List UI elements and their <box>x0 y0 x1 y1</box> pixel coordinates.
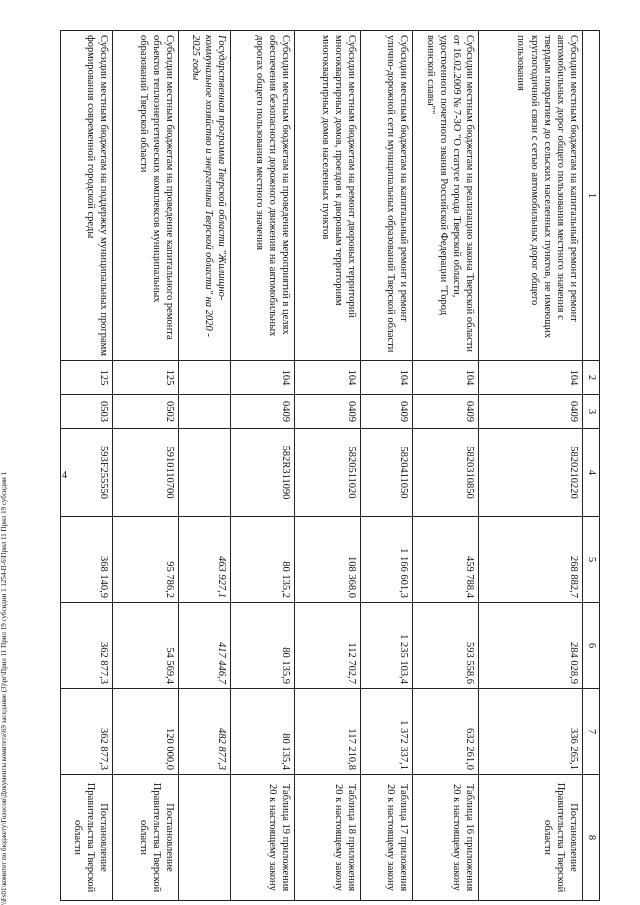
cell-c8: Таблица 17 приложения 20 к настоящему закону <box>361 775 413 901</box>
cell-c8: Таблица 16 приложения 20 к настоящему закону <box>413 775 479 901</box>
header-row <box>583 31 600 901</box>
cell-c2: 125 <box>113 361 179 395</box>
header-cell: 6 <box>583 603 600 689</box>
cell-c6: 1 235 103,4 <box>361 603 413 689</box>
cell-c5: 459 788,4 <box>413 517 479 603</box>
row-name: Субсидии местным бюджетам на реализацию закона Тверской области от 16.02.2009 № 7-ЗО "О статусе города Тверской области, удостоенного почетного звания Российской Федерации "Город воинской славы"" <box>413 31 479 361</box>
cell-c3: 0409 <box>479 395 583 429</box>
cell-c7: 336 265,1 <box>479 689 583 775</box>
cell-c3: 0502 <box>113 395 179 429</box>
cell-c3: 0409 <box>295 395 361 429</box>
table-row <box>113 31 179 901</box>
rotated-table-wrapper <box>60 30 600 900</box>
cell-c2: 104 <box>361 361 413 395</box>
cell-c2: 104 <box>413 361 479 395</box>
cell-c2 <box>179 361 231 395</box>
cell-c8: Постановление Правительства Тверской области <box>479 775 583 901</box>
cell-c3: 0503 <box>61 395 113 429</box>
cell-c6: 417 446,7 <box>179 603 231 689</box>
header-cell: 5 <box>583 517 600 603</box>
cell-c7: 1 372 337,1 <box>361 689 413 775</box>
cell-c6: 362 877,3 <box>61 603 113 689</box>
file-path-footer: \\Fs01\комитет по бюджету\Голосов\Документы комитета\69 заседание (3)\рг\Прил 11 Прил 19 субсидии 1 1254-П-6\Прил 11 Прил 19 субсидии 1 <box>0 472 8 905</box>
row-name: Субсидии местным бюджетам на ремонт дворовых территорий многоквартирных домов, проездов к дворовым территориям многоквартирных домов населенных пунктов <box>295 31 361 361</box>
cell-c7: 117 210,8 <box>295 689 361 775</box>
cell-c7: 362 877,3 <box>61 689 113 775</box>
cell-c5: 95 786,2 <box>113 517 179 603</box>
table-row <box>479 31 583 901</box>
row-name: Субсидии местным бюджетам на поддержку муниципальных программ формирования современной городской среды <box>61 31 113 361</box>
cell-c3 <box>179 395 231 429</box>
cell-c6: 54 569,4 <box>113 603 179 689</box>
cell-c8: Таблица 19 приложения 20 к настоящему закону <box>231 775 295 901</box>
cell-c4: 593F255550 <box>61 429 113 517</box>
header-cell: 3 <box>583 395 600 429</box>
header-cell: 1 <box>583 31 600 361</box>
table-row <box>361 31 413 901</box>
cell-c6: 112 702,7 <box>295 603 361 689</box>
cell-c4: 5820411050 <box>361 429 413 517</box>
cell-c4: 5820310850 <box>413 429 479 517</box>
cell-c4: 5820511020 <box>295 429 361 517</box>
cell-c8: Постановление Правительства Тверской области <box>113 775 179 901</box>
row-name: Субсидии местным бюджетам на капитальный ремонт и ремонт автомобильных дорог общего пользования местного значения с твердым покрытием до сельских населенных пунктов, не имеющих круглогодичной связи с сетью автомобильных дорог общего пользования <box>479 31 583 361</box>
cell-c3: 0409 <box>231 395 295 429</box>
cell-c8: Таблица 18 приложения 20 к настоящему закону <box>295 775 361 901</box>
cell-c2: 104 <box>295 361 361 395</box>
header-cell: 2 <box>583 361 600 395</box>
cell-c3: 0409 <box>361 395 413 429</box>
cell-c2: 125 <box>61 361 113 395</box>
cell-c4: 5820210220 <box>479 429 583 517</box>
cell-c7: 120 000,0 <box>113 689 179 775</box>
cell-c3: 0409 <box>413 395 479 429</box>
cell-c6: 284 028,9 <box>479 603 583 689</box>
row-name: Субсидии местным бюджетам на проведение капитального ремонта объектов теплоэнергетических комплексов муниципальных образований Тверской области <box>113 31 179 361</box>
header-cell: 4 <box>583 429 600 517</box>
cell-c8 <box>179 775 231 901</box>
cell-c7: 80 135,4 <box>231 689 295 775</box>
cell-c5: 368 140,9 <box>61 517 113 603</box>
header-cell: 8 <box>583 775 600 901</box>
cell-c5: 268 882,7 <box>479 517 583 603</box>
row-name: Субсидии местным бюджетам на проведение мероприятий в целях обеспечения безопасности дорожного движения на автомобильных дорогах общего пользования местного значения <box>231 31 295 361</box>
table-row <box>295 31 361 901</box>
cell-c7: 632 261,0 <box>413 689 479 775</box>
table-row <box>231 31 295 901</box>
cell-c5: 463 927,1 <box>179 517 231 603</box>
table-row <box>61 31 113 901</box>
cell-c4: 5910110700 <box>113 429 179 517</box>
cell-c6: 593 558,6 <box>413 603 479 689</box>
cell-c2: 104 <box>479 361 583 395</box>
cell-c2: 104 <box>231 361 295 395</box>
cell-c6: 80 135,9 <box>231 603 295 689</box>
cell-c7: 482 877,3 <box>179 689 231 775</box>
cell-c5: 80 135,2 <box>231 517 295 603</box>
table-row <box>179 31 231 901</box>
subsidies-table <box>60 30 600 901</box>
table-row <box>413 31 479 901</box>
row-name: Субсидии местным бюджетам на капитальный ремонт и ремонт улично-дорожной сети муниципальных образований Тверской области <box>361 31 413 361</box>
cell-c5: 108 368,0 <box>295 517 361 603</box>
header-cell: 7 <box>583 689 600 775</box>
cell-c4 <box>179 429 231 517</box>
cell-c4: 582R311090 <box>231 429 295 517</box>
cell-c8: Постановление Правительства Тверской области <box>61 775 113 901</box>
cell-c5: 1 166 601,3 <box>361 517 413 603</box>
page-number: 4 <box>62 470 67 481</box>
row-name: Государственная программа Тверской области "Жилищно-коммунальное хозяйство и энергетика Тверской области" на 2020 - 2025 годы <box>179 31 231 361</box>
